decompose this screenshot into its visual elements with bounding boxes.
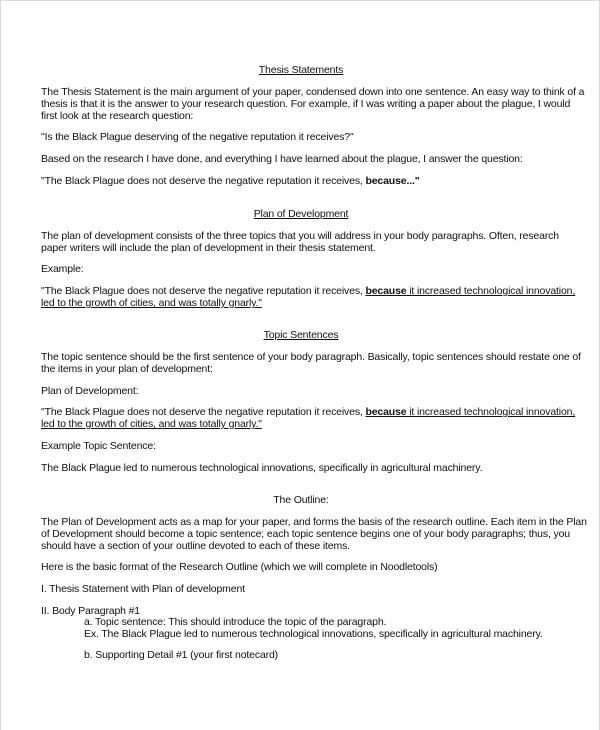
- topic-plan-label: Plan of Development:: [41, 385, 139, 397]
- topic-plan-text: "The Black Plague does not deserve the negative reputation it receives,: [41, 406, 366, 418]
- outline-basic-format: Here is the basic format of the Research Outline (which we will complete in Noodletools): [41, 561, 438, 573]
- outline-subitem: a. Topic sentence: This should introduce the topic of the paragraph.: [84, 616, 387, 628]
- outline-paragraph-line: should have a section of your outline devoted to each of these items.: [41, 540, 350, 552]
- plan-paragraph-line: The plan of development consists of the three topics that you will address in your body paragraphs. Often, research: [41, 230, 559, 242]
- topic-plan-bold: because: [365, 406, 407, 418]
- outline-item: II. Body Paragraph #1: [41, 605, 140, 617]
- thesis-paragraph-line: thesis is that it is the answer to your research question. For example, if I was writing a paper about the plague, I would: [41, 98, 571, 110]
- thesis-answer-text: "The Black Plague does not deserve the negative reputation it receives,: [41, 175, 366, 187]
- topic-plan-line: led to the growth of cities, and was totally gnarly.": [41, 418, 262, 430]
- thesis-answer-bold: because...": [365, 175, 420, 187]
- outline-heading: The Outline:: [273, 494, 329, 506]
- plan-example-line: [41, 285, 576, 297]
- outline-paragraph-line: of Development should become a topic sentence; each topic sentence begins one of your body paragraphs; thus, you: [41, 528, 570, 540]
- topic-paragraph-line: the items in your plan of development:: [41, 363, 213, 375]
- plan-example-line: led to the growth of cities, and was totally gnarly.": [41, 297, 262, 309]
- outline-paragraph-line: The Plan of Development acts as a map for your paper, and forms the basis of the research outline. Each item in the Plan: [41, 516, 587, 528]
- topic-plan-rest: it increased technological innovation,: [406, 406, 576, 418]
- plan-example-text: "The Black Plague does not deserve the negative reputation it receives,: [41, 285, 366, 297]
- thesis-paragraph-line: first look at the research question:: [41, 110, 194, 122]
- topic-example: The Black Plague led to numerous technological innovations, specifically in agricultural machinery.: [41, 462, 483, 474]
- topic-example-label: Example Topic Sentence:: [41, 440, 156, 452]
- outline-item: I. Thesis Statement with Plan of development: [41, 583, 245, 595]
- plan-example-bold: because: [365, 285, 407, 297]
- topic-plan-line: [41, 406, 576, 418]
- plan-heading: Plan of Development: [253, 208, 349, 220]
- thesis-based-on: Based on the research I have done, and everything I have learned about the plague, I answer the question:: [41, 153, 523, 165]
- thesis-heading: Thesis Statements: [258, 64, 344, 76]
- topic-paragraph-line: The topic sentence should be the first sentence of your body paragraph. Basically, topic sentences should restate one of: [41, 351, 581, 363]
- outline-subitem: b. Supporting Detail #1 (your first notecard): [84, 649, 279, 661]
- thesis-paragraph-line: The Thesis Statement is the main argument of your paper, condensed down into one sentence. An easy way to think of a: [41, 86, 585, 98]
- outline-subitem-example: Ex. The Black Plague led to numerous technological innovations, specifically in agricultural machinery.: [84, 628, 543, 640]
- topic-heading: Topic Sentences: [263, 329, 339, 341]
- plan-example-label: Example:: [41, 263, 84, 275]
- thesis-answer: [41, 175, 561, 187]
- plan-example-rest: it increased technological innovation,: [406, 285, 576, 297]
- plan-paragraph-line: paper writers will include the plan of development in their thesis statement.: [41, 242, 376, 254]
- thesis-question: "Is the Black Plague deserving of the negative reputation it receives?": [41, 131, 354, 143]
